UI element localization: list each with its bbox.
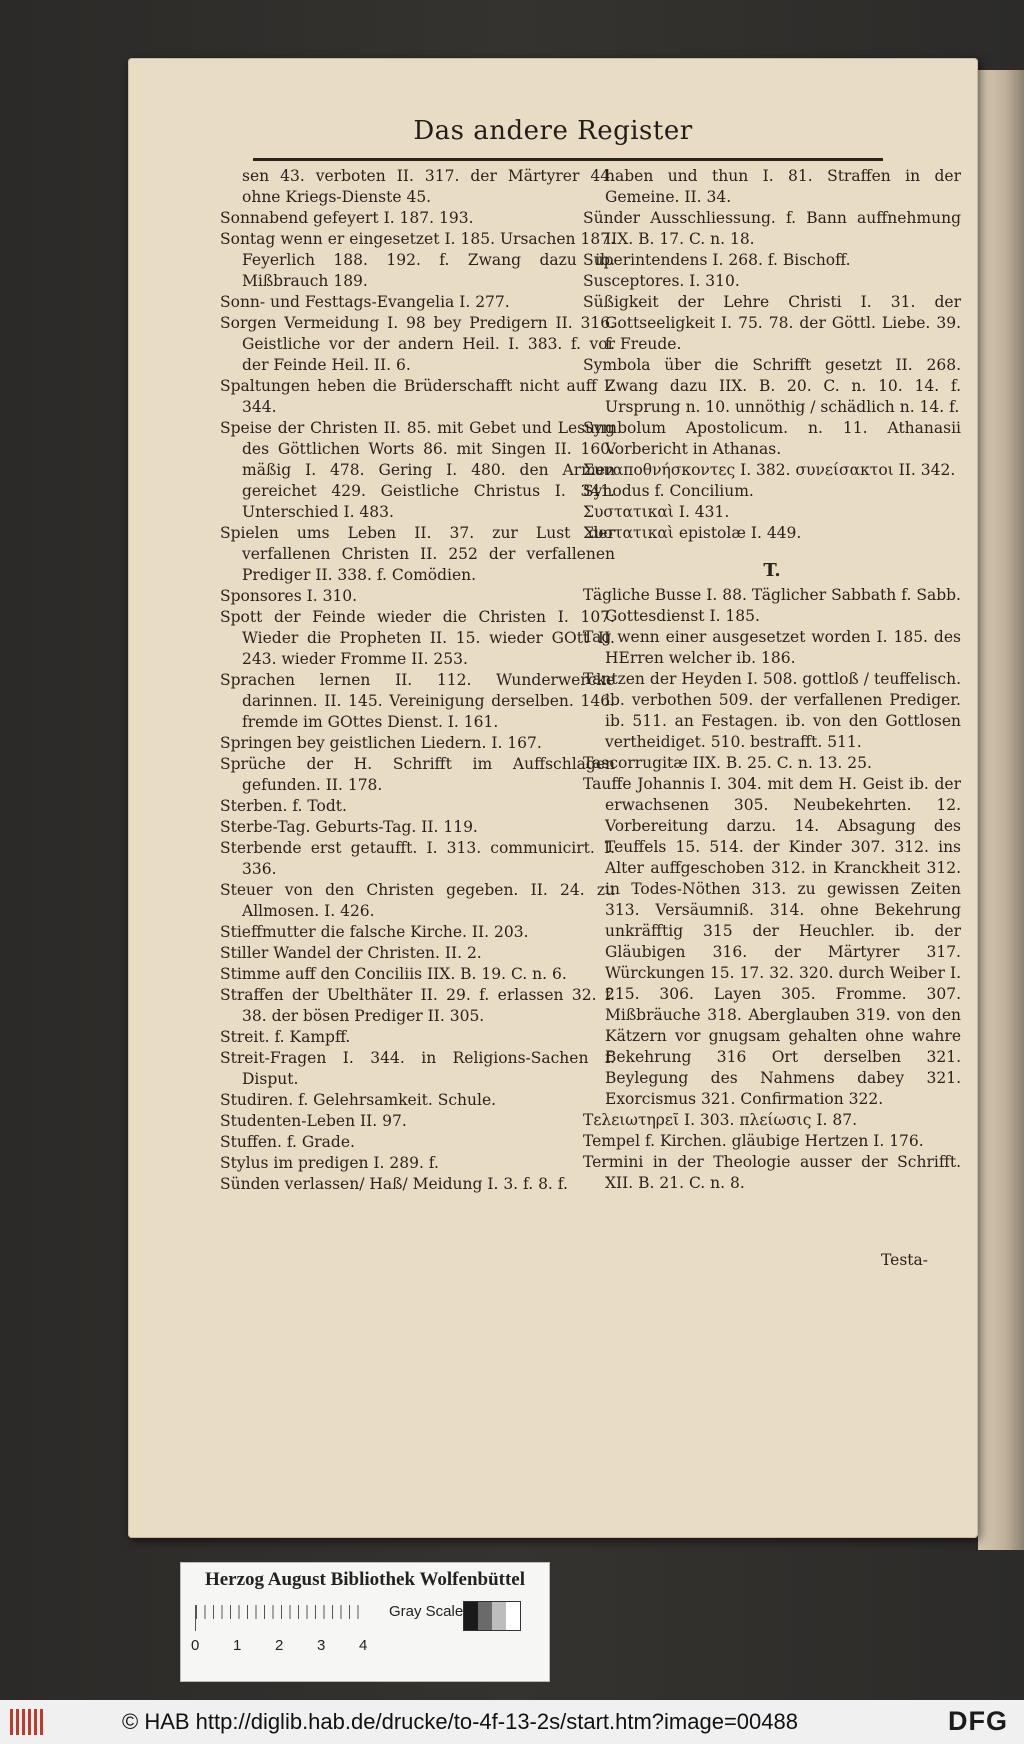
catchword: Testa- xyxy=(881,1251,928,1269)
dfg-logo: DFG xyxy=(948,1706,1008,1736)
index-entry: Straffen der Ubelthäter II. 29. f. erlassen 32. f. 38. der bösen Prediger II. 305. xyxy=(220,986,615,1025)
index-entry: Sprachen lernen II. 112. Wunderwercke darinnen. II. 145. Vereinigung derselben. 146. fremde im GOttes Dienst. I. 161. xyxy=(220,671,615,731)
index-entry: Sünden verlassen/ Haß/ Meidung I. 3. f. 8. f. xyxy=(220,1175,568,1193)
index-entry: Superintendens I. 268. f. Bischoff. xyxy=(583,251,851,269)
next-page-edge xyxy=(978,70,1024,1550)
index-entry: Sterbende erst getaufft. I. 313. communicirt. I. 336. xyxy=(220,839,615,878)
index-entry: Stieffmutter die falsche Kirche. II. 203. xyxy=(220,923,529,941)
index-entry: Tauffe Johannis I. 304. mit dem H. Geist ib. der erwachsenen 305. Neubekehrten. 12. Vorbereitung darzu. 14. Absagung des Teuffels 15. 514. der Kinder 307. 312. ins Alter auffgeschoben 312. in Kranckheit 312. in Todes-Nöthen 313. zu gewissen Zeiten 313. Versäumniß. 314. ohne Bekehrung unkräfftig 315 der Heuchler. ib. der Gläubigen 316. der Märtyrer 317. Würckungen 15. 17. 32. 320. durch Weiber I. 215. 306. Layen 305. Fromme. 307. Mißbräuche 318. Aberglauben 319. von den Kätzern vor gnugsam gehalten ohne wahre Bekehrung 316 Ort derselben 321. Beylegung des Nahmens dabey 321. Exorcismus 321. Confirmation 322. xyxy=(583,775,961,1108)
index-entry: Συστατικαὶ I. 431. xyxy=(583,503,730,521)
index-entry: Springen bey geistlichen Liedern. I. 167. xyxy=(220,734,542,752)
index-entry: Sprüche der H. Schrifft im Auffschlagen gefunden. II. 178. xyxy=(220,755,615,794)
index-entry: Susceptores. I. 310. xyxy=(583,272,740,290)
index-entry: Sorgen Vermeidung I. 98 bey Predigern II. 316. Geistliche vor der andern Heil. I. 383. f. vor der Feinde Heil. II. 6. xyxy=(220,314,615,374)
index-entry: Studenten-Leben II. 97. xyxy=(220,1112,407,1130)
index-column-left xyxy=(220,166,615,1195)
index-column-right xyxy=(583,166,961,1194)
index-entry: haben und thun I. 81. Straffen in der Gemeine. II. 34. xyxy=(605,167,961,206)
index-entry: Steuer von den Christen gegeben. II. 24. zu Allmosen. I. 426. xyxy=(220,881,615,920)
gray-swatch xyxy=(464,1602,478,1630)
index-entry: Sterben. f. Todt. xyxy=(220,797,347,815)
ruler-number: 0 xyxy=(191,1637,200,1654)
index-entry: Studiren. f. Gelehrsamkeit. Schule. xyxy=(220,1091,497,1109)
index-entry: Stiller Wandel der Christen. II. 2. xyxy=(220,944,482,962)
index-entry: Streit-Fragen I. 344. in Religions-Sachen f. Disput. xyxy=(220,1049,615,1088)
index-entry: Sonn- und Festtags-Evangelia I. 277. xyxy=(220,293,510,311)
index-entry: Sünder Ausschliessung. f. Bann auffnehmung IIX. B. 17. C. n. 18. xyxy=(583,209,961,248)
index-entry: Süßigkeit der Lehre Christi I. 31. der Gottseeligkeit I. 75. 78. der Göttl. Liebe. 39. f. Freude. xyxy=(583,293,961,353)
index-entry: Tag wenn einer ausgesetzet worden I. 185. des HErren welcher ib. 186. xyxy=(583,628,961,667)
ruler-number: 1 xyxy=(233,1637,242,1654)
index-entry: Sonnabend gefeyert I. 187. 193. xyxy=(220,209,474,227)
index-entry: Spielen ums Leben II. 37. zur Lust der verfallenen Christen II. 252 der verfallenen Prediger II. 338. f. Comödien. xyxy=(220,524,615,584)
gray-scale-label: Gray Scale xyxy=(389,1603,464,1620)
index-entry: Tantzen der Heyden I. 508. gottloß / teuffelisch. ib. verbothen 509. der verfallenen Prediger. ib. 511. an Festagen. ib. von den Gottlosen vertheidiget. 510. bestrafft. 511. xyxy=(583,670,961,751)
index-entry: Sontag wenn er eingesetzet I. 185. Ursachen 187. Feyerlich 188. 192. f. Zwang dazu ib. Mißbrauch 189. xyxy=(220,230,615,290)
header-rule xyxy=(253,158,883,161)
index-entry: Sponsores I. 310. xyxy=(220,587,358,605)
color-calibration-card xyxy=(180,1562,550,1682)
ruler-number: 3 xyxy=(317,1637,326,1654)
gray-swatch xyxy=(478,1602,492,1630)
index-entry: Sterbe-Tag. Geburts-Tag. II. 119. xyxy=(220,818,478,836)
hab-logo-icon xyxy=(10,1709,46,1735)
index-entry: Tascorrugitæ IIX. B. 25. C. n. 13. 25. xyxy=(583,754,872,772)
index-entry: Termini in der Theologie ausser der Schrifft. XII. B. 21. C. n. 8. xyxy=(583,1153,961,1192)
index-entry: sen 43. verboten II. 317. der Märtyrer 44. ohne Kriegs-Dienste 45. xyxy=(242,167,615,206)
index-entry: Spott der Feinde wieder die Christen I. 107. Wieder die Propheten II. 15. wieder GOtt II. 243. wieder Fromme II. 253. xyxy=(220,608,615,668)
page-header-title: Das andere Register xyxy=(413,116,693,146)
index-entry: Streit. f. Kampff. xyxy=(220,1028,351,1046)
scale-ruler xyxy=(195,1605,366,1631)
index-entry: Synodus f. Concilium. xyxy=(583,482,754,500)
index-entry: Spaltungen heben die Brüderschafft nicht auff I. 344. xyxy=(220,377,615,416)
gray-swatch xyxy=(506,1602,520,1630)
index-entry: Stylus im predigen I. 289. f. xyxy=(220,1154,439,1172)
index-entry: Speise der Christen II. 85. mit Gebet und Lesung des Göttlichen Worts 86. mit Singen II. 160. mäßig I. 478. Gering I. 480. den Armen gereichet 429. Geistliche Christus I. 341. Unterschied I. 483. xyxy=(220,419,615,521)
section-letter: T. xyxy=(763,560,781,581)
ruler-number: 4 xyxy=(359,1637,368,1654)
index-entry: Συναποθνήσκοντες I. 382. συνείσακτοι II. 342. xyxy=(583,461,956,479)
footer-url-text[interactable]: © HAB http://diglib.hab.de/drucke/to-4f-13-2s/start.htm?image=00488 xyxy=(122,1709,798,1734)
index-entry: Tägliche Busse I. 88. Täglicher Sabbath f. Sabb. Gottesdienst I. 185. xyxy=(583,586,961,625)
index-entry: Stuffen. f. Grade. xyxy=(220,1133,355,1151)
ruler-number: 2 xyxy=(275,1637,284,1654)
gray-scale-swatches xyxy=(463,1601,521,1631)
footer-bar xyxy=(0,1700,1024,1744)
index-entry: Tempel f. Kirchen. gläubige Hertzen I. 176. xyxy=(583,1132,924,1150)
index-entry: Τελειωτηρεῖ I. 303. πλείωσις I. 87. xyxy=(583,1111,858,1129)
index-entry: Symbolum Apostolicum. n. 11. Athanasii Vorbericht in Athanas. xyxy=(583,419,961,458)
index-entry: Symbola über die Schrifft gesetzt II. 268. Zwang dazu IIX. B. 20. C. n. 10. 14. f. Ursprung n. 10. unnöthig / schädlich n. 14. f. xyxy=(583,356,961,416)
index-entry: Συστατικαὶ epistolæ I. 449. xyxy=(583,524,802,542)
document-page xyxy=(128,58,978,1538)
gray-swatch xyxy=(492,1602,506,1630)
library-name: Herzog August Bibliothek Wolfenbüttel xyxy=(204,1569,526,1590)
index-entry: Stimme auff den Conciliis IIX. B. 19. C. n. 6. xyxy=(220,965,567,983)
